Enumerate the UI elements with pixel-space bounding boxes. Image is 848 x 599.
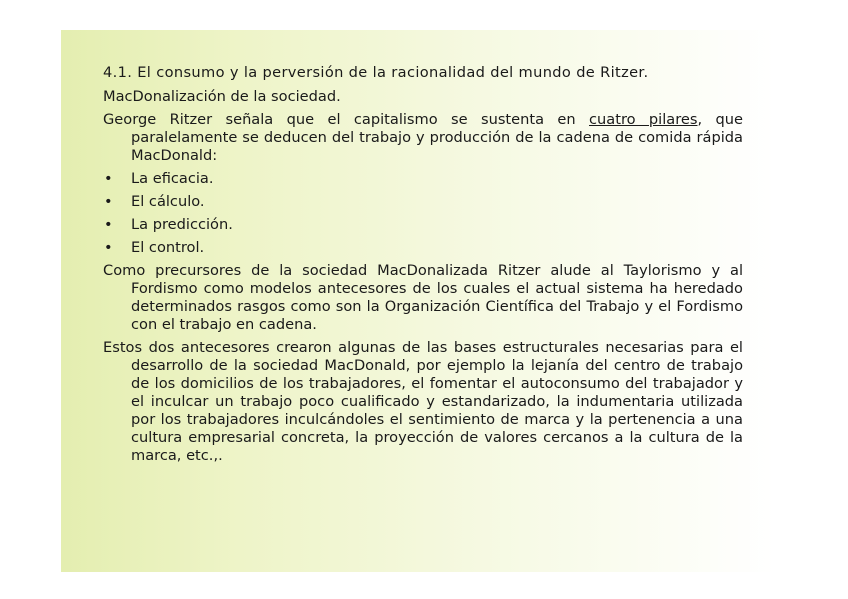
- list-item-text: La eficacia.: [131, 170, 214, 187]
- section-title: 4.1. El consumo y la perversión de la racionalidad del mundo de Ritzer.: [103, 64, 649, 81]
- cuatro-pilares-link[interactable]: cuatro pilares: [589, 111, 698, 128]
- list-item: [103, 239, 743, 257]
- bullet-icon: •: [104, 239, 113, 256]
- list-item: [103, 170, 743, 188]
- pillars-list: [103, 170, 743, 257]
- foundations-paragraph: Estos dos antecesores crearon algunas de las bases estructurales necesarias para el desarrollo de la sociedad MacDonald, por ejemplo la lejanía del centro de trabajo de los domicilios de los trabajadores, el fomentar el autoconsumo del trabajador y el inculcar un trabajo poco cualificado y estandarizado, la indumentaria utilizada por los trabajadores inculcándoles el sentimiento de marca y la pertenencia a una cultura empresarial concreta, la proyección de valores cercanos a la cultura de la marca, etc.,.: [103, 339, 743, 464]
- list-item: [103, 193, 743, 211]
- list-item-text: La predicción.: [131, 216, 233, 233]
- bullet-icon: •: [104, 216, 113, 233]
- intro-text-after: , que paralelamente se deducen del trabajo y producción de la cadena de comida rápida MacDonald:: [131, 111, 743, 164]
- list-item-text: El control.: [131, 239, 205, 256]
- intro-paragraph: [103, 111, 743, 165]
- precursors-paragraph: Como precursores de la sociedad MacDonalizada Ritzer alude al Taylorismo y al Fordismo como modelos antecesores de los cuales el actual sistema ha heredado determinados rasgos como son la Organización Científica del Trabajo y el Fordismo con el trabajo en cadena.: [103, 262, 743, 333]
- section-subtitle: MacDonalización de la sociedad.: [103, 88, 341, 105]
- bullet-icon: •: [104, 170, 113, 187]
- list-item-text: El cálculo.: [131, 193, 205, 210]
- slide: [61, 30, 774, 572]
- list-item: [103, 216, 743, 234]
- bullet-icon: •: [104, 193, 113, 210]
- intro-text-before: George Ritzer señala que el capitalismo se sustenta en: [103, 111, 589, 128]
- slide-content: [103, 64, 743, 470]
